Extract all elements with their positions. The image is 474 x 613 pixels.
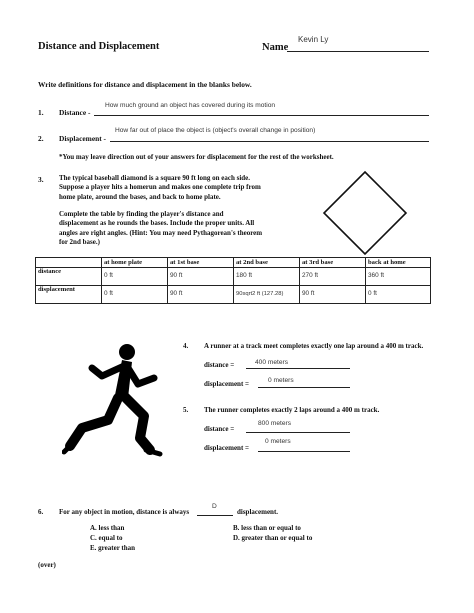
- table-header-cell: at 1st base: [168, 258, 234, 268]
- table-row-displacement: [36, 286, 431, 304]
- q4-distance-answer: 400 meters: [255, 359, 288, 366]
- q5-text: The runner completes exactly 2 laps around a 400 m track.: [204, 406, 380, 414]
- q6-answer: D: [212, 503, 217, 510]
- choice-c: C. equal to: [90, 534, 123, 542]
- q3-p2-line: for 2nd base.): [59, 237, 100, 246]
- table-row-distance: [36, 268, 431, 286]
- runner-silhouette-image: [62, 338, 182, 473]
- q5-distance-line: [246, 432, 350, 433]
- table-header-row: [36, 258, 431, 268]
- q6-answer-line: [197, 515, 233, 516]
- q4-displacement-answer: 0 meters: [268, 377, 294, 384]
- cell-answer: 90 ft: [170, 272, 183, 279]
- q3-p2-line: angles are right angles. (Hint: You may need Pythagorean's theorem: [59, 228, 263, 237]
- q5-number: 5.: [183, 406, 189, 414]
- baseball-diamond-diagram: [320, 168, 410, 258]
- q1-label: Distance -: [59, 108, 91, 117]
- q4-distance-line: [246, 368, 350, 369]
- q1-answer: How much ground an object has covered during its motion: [105, 102, 276, 109]
- table-header-cell: [36, 258, 102, 268]
- table-cell: [300, 286, 366, 304]
- cell-answer: 360 ft: [368, 272, 384, 279]
- worksheet-title: Distance and Displacement: [38, 41, 160, 52]
- choice-e: E. greater than: [90, 544, 136, 552]
- q5-displacement-answer: 0 meters: [265, 438, 291, 445]
- note: *You may leave direction out of your answers for displacement for the rest of the worksheet.: [59, 153, 334, 161]
- q5-distance-answer: 800 meters: [258, 420, 291, 427]
- choice-d: D. greater than or equal to: [233, 534, 313, 542]
- q6-text-after: displacement.: [237, 508, 279, 516]
- table-cell: [234, 268, 300, 286]
- q5-displacement-label: displacement =: [204, 444, 250, 452]
- q3-paragraph-2: [59, 210, 262, 247]
- q4-displacement-label: displacement =: [204, 380, 250, 388]
- table-cell: [300, 268, 366, 286]
- cell-answer: 270 ft: [302, 272, 318, 279]
- q3-p1-line: Suppose a player hits a homerun and makes one complete trip from: [59, 183, 261, 192]
- q4-distance-label: distance =: [204, 361, 235, 369]
- table-header-cell: at 2nd base: [234, 258, 300, 268]
- cell-answer: 180 ft: [236, 272, 252, 279]
- table-cell: [366, 268, 431, 286]
- q1-line: [94, 115, 429, 116]
- cell-answer: 90sqrt2 ft (127.28): [236, 291, 284, 297]
- q6-text-before: For any object in motion, distance is always: [59, 508, 190, 516]
- choice-a: A. less than: [90, 524, 125, 532]
- cell-answer: 90 ft: [170, 290, 183, 297]
- table-cell: [366, 286, 431, 304]
- q3-p2-line: displacement as he rounds the bases. Include the proper units. All: [59, 219, 255, 228]
- q3-p1-line: The typical baseball diamond is a square 90 ft long on each side.: [59, 174, 251, 182]
- diamond-square: [324, 172, 406, 254]
- row-label: distance: [36, 268, 102, 286]
- table-header-cell: at home plate: [102, 258, 168, 268]
- table-header-cell: back at home: [366, 258, 431, 268]
- q4-text: A runner at a track meet completes exactly one lap around a 400 m track.: [204, 342, 424, 350]
- cell-answer: 0 ft: [104, 272, 113, 279]
- q2-number: 2.: [38, 134, 44, 143]
- q3-paragraph-1: [59, 174, 261, 202]
- q5-displacement-line: [258, 451, 350, 452]
- q6-number: 6.: [38, 508, 44, 516]
- q2-label: Displacement -: [59, 134, 107, 143]
- table-cell: [234, 286, 300, 304]
- distance-displacement-table: [35, 257, 431, 304]
- table-header-cell: at 3rd base: [300, 258, 366, 268]
- table-cell: [102, 268, 168, 286]
- cell-answer: 90 ft: [302, 290, 315, 297]
- q4-displacement-line: [258, 387, 350, 388]
- q2-answer: How far out of place the object is (object's overall change in position): [115, 127, 316, 134]
- q1-number: 1.: [38, 108, 44, 117]
- name-line: [287, 51, 429, 52]
- over-note: (over): [38, 561, 56, 569]
- instructions: Write definitions for distance and displacement in the blanks below.: [38, 80, 252, 89]
- table-cell: [168, 286, 234, 304]
- q3-number: 3.: [38, 175, 44, 184]
- q5-distance-label: distance =: [204, 425, 235, 433]
- name-label: Name: [262, 42, 289, 53]
- cell-answer: 0 ft: [104, 290, 113, 297]
- name-answer: Kevin Ly: [298, 35, 329, 44]
- table-cell: [168, 268, 234, 286]
- row-label: displacement: [36, 286, 102, 304]
- q3-p2-line: Complete the table by finding the player's distance and: [59, 210, 224, 218]
- cell-answer: 0 ft: [368, 290, 377, 297]
- q3-p1-line: home plate, around the bases, and back to home plate.: [59, 192, 221, 201]
- choice-b: B. less than or equal to: [233, 524, 301, 532]
- q2-line: [110, 141, 429, 142]
- table-cell: [102, 286, 168, 304]
- q4-number: 4.: [183, 342, 189, 350]
